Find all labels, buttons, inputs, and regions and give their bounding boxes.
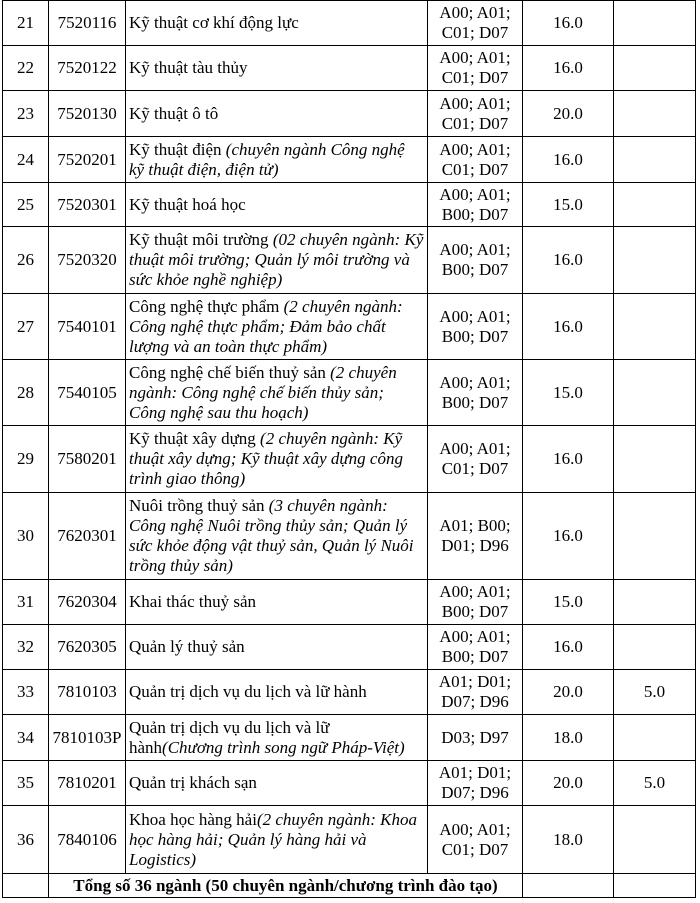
min-score: 20.0 <box>523 91 614 137</box>
table-row <box>3 183 696 227</box>
min-score: 15.0 <box>523 360 614 426</box>
subject-combos-line1: D03; D97 <box>441 727 509 747</box>
subject-combos-line1: A00; A01; <box>439 439 511 458</box>
subject-combos-line2: C01; D07 <box>441 459 509 478</box>
major-name: Kỹ thuật hoá học <box>129 194 246 214</box>
major-code: 7580201 <box>49 426 126 493</box>
major-code: 7520130 <box>49 91 126 137</box>
min-score: 16.0 <box>523 625 614 670</box>
extra-score: 5.0 <box>614 670 696 715</box>
major-name: Kỹ thuật ô tô <box>129 103 219 123</box>
subject-combos <box>428 91 523 137</box>
subject-combos-line2: B00; D07 <box>441 392 509 412</box>
table-row <box>3 1 696 46</box>
major-name-cell <box>126 761 428 806</box>
major-name: Quản trị khách sạn <box>129 773 257 792</box>
row-number: 34 <box>3 715 49 761</box>
min-score: 16.0 <box>523 426 614 493</box>
extra-score <box>614 137 696 183</box>
subject-combos-line1: A00; A01; <box>439 93 511 113</box>
table-row <box>3 625 696 670</box>
subject-combos <box>428 227 523 294</box>
major-name: Nuôi trồng thuỷ sản <box>129 496 269 515</box>
major-note: (2 chuyên ngành: Công nghệ chế biến thủy sản; Công nghệ sau thu hoạch) <box>129 362 397 422</box>
extra-score <box>614 493 696 580</box>
subject-combos-line1: A00; A01; <box>439 48 511 67</box>
major-code: 7620304 <box>49 580 126 625</box>
row-number: 24 <box>3 137 49 183</box>
subject-combos-line1: A01; B00; <box>439 516 511 535</box>
extra-score <box>614 91 696 137</box>
major-code: 7540101 <box>49 294 126 360</box>
major-name-cell <box>126 46 428 91</box>
subject-combos-line2: C01; D07 <box>441 113 509 133</box>
total-blank-cell <box>614 874 696 898</box>
major-name: Quản trị dịch vụ du lịch và lữ hành <box>129 682 367 701</box>
subject-combos <box>428 1 523 46</box>
subject-combos-line2: B00; D07 <box>441 260 509 279</box>
subject-combos-line2: C01; D07 <box>441 68 509 87</box>
major-code: 7520116 <box>49 1 126 46</box>
table-row <box>3 360 696 426</box>
major-code: 7810103 <box>49 670 126 715</box>
extra-score <box>614 294 696 360</box>
major-note: (02 chuyên ngành: Kỹ thuật môi trường; Quản lý môi trường và sức khỏe nghề nghiệp) <box>129 230 424 289</box>
min-score: 18.0 <box>523 806 614 874</box>
subject-combos <box>428 580 523 625</box>
subject-combos <box>428 183 523 227</box>
major-note: (2 chuyên ngành: Khoa học hàng hải; Quản lý hàng hải và Logistics) <box>129 809 417 869</box>
major-name: Khoa học hàng hải <box>129 809 257 829</box>
major-code: 7540105 <box>49 360 126 426</box>
subject-combos-line1: A01; D01; <box>438 763 512 782</box>
min-score: 15.0 <box>523 183 614 227</box>
subject-combos-line2: B00; D07 <box>441 647 509 666</box>
min-score: 16.0 <box>523 1 614 46</box>
total-label: Tổng số 36 ngành (50 chuyên ngành/chương trình đào tạo) <box>49 874 523 898</box>
major-code: 7810201 <box>49 761 126 806</box>
major-name-cell <box>126 625 428 670</box>
row-number: 30 <box>3 493 49 580</box>
min-score: 16.0 <box>523 294 614 360</box>
row-number: 29 <box>3 426 49 493</box>
subject-combos-line2: B00; D07 <box>441 326 509 346</box>
extra-score <box>614 183 696 227</box>
major-name-cell <box>126 670 428 715</box>
subject-combos <box>428 137 523 183</box>
subject-combos-line2: B00; D07 <box>441 602 509 621</box>
subject-combos-line2: C01; D07 <box>441 159 509 179</box>
table-row <box>3 137 696 183</box>
major-name: Kỹ thuật xây dựng <box>129 429 261 448</box>
major-name: Kỹ thuật tàu thủy <box>129 58 248 77</box>
row-number: 28 <box>3 360 49 426</box>
major-name-cell <box>126 715 428 761</box>
row-number: 23 <box>3 91 49 137</box>
total-row <box>3 874 696 898</box>
major-name-cell <box>126 1 428 46</box>
major-name-cell <box>126 137 428 183</box>
subject-combos <box>428 670 523 715</box>
min-score: 20.0 <box>523 761 614 806</box>
major-code: 7520201 <box>49 137 126 183</box>
subject-combos-line1: A00; A01; <box>439 139 511 159</box>
min-score: 18.0 <box>523 715 614 761</box>
subject-combos-line1: A00; A01; <box>439 372 511 392</box>
extra-score <box>614 426 696 493</box>
major-name: Kỹ thuật môi trường <box>129 230 273 249</box>
subject-combos-line2: B00; D07 <box>441 204 509 224</box>
row-number: 35 <box>3 761 49 806</box>
row-number: 32 <box>3 625 49 670</box>
majors-table <box>2 0 696 898</box>
extra-score <box>614 1 696 46</box>
table-row <box>3 227 696 294</box>
row-number: 26 <box>3 227 49 294</box>
subject-combos-line2: D01; D96 <box>441 536 509 555</box>
major-name: Công nghệ chế biến thuỷ sản <box>129 362 331 382</box>
major-name-cell <box>126 426 428 493</box>
row-number: 21 <box>3 1 49 46</box>
min-score: 16.0 <box>523 137 614 183</box>
major-code: 7620301 <box>49 493 126 580</box>
major-name-cell <box>126 91 428 137</box>
subject-combos <box>428 806 523 874</box>
row-number: 36 <box>3 806 49 874</box>
major-name-cell <box>126 294 428 360</box>
subject-combos-line2: D07; D96 <box>441 692 509 711</box>
subject-combos-line2: C01; D07 <box>441 839 509 859</box>
subject-combos <box>428 715 523 761</box>
subject-combos <box>428 294 523 360</box>
subject-combos <box>428 360 523 426</box>
extra-score <box>614 46 696 91</box>
subject-combos-line1: A00; A01; <box>439 627 511 646</box>
min-score: 16.0 <box>523 493 614 580</box>
majors-table-body <box>3 1 696 898</box>
subject-combos-line1: A00; A01; <box>439 184 511 204</box>
major-name: Khai thác thuỷ sản <box>129 592 256 611</box>
subject-combos <box>428 46 523 91</box>
major-name-cell <box>126 580 428 625</box>
subject-combos-line1: A00; A01; <box>439 3 511 22</box>
table-row <box>3 580 696 625</box>
subject-combos <box>428 493 523 580</box>
major-note: (chuyên ngành Công nghệ kỹ thuật điện, điện tử) <box>129 139 405 179</box>
major-code: 7840106 <box>49 806 126 874</box>
subject-combos-line1: A00; A01; <box>439 240 511 259</box>
major-name-cell <box>126 227 428 294</box>
extra-score <box>614 715 696 761</box>
major-note: (Chương trình song ngữ Pháp-Việt) <box>162 737 405 757</box>
total-blank-cell <box>3 874 49 898</box>
table-row <box>3 715 696 761</box>
table-row <box>3 670 696 715</box>
major-name-cell <box>126 183 428 227</box>
min-score: 16.0 <box>523 46 614 91</box>
extra-score <box>614 227 696 294</box>
major-name: Kỹ thuật điện <box>129 139 226 159</box>
row-number: 33 <box>3 670 49 715</box>
major-code: 7810103P <box>49 715 126 761</box>
table-row <box>3 294 696 360</box>
major-name: Công nghệ thực phẩm <box>129 296 284 316</box>
subject-combos-line2: D07; D96 <box>441 783 509 802</box>
major-note: (3 chuyên ngành: Công nghệ Nuôi trồng thủy sản; Quản lý sức khỏe động vật thuỷ sản, Quản lý Nuôi trồng thủy sản) <box>129 496 414 575</box>
extra-score: 5.0 <box>614 761 696 806</box>
row-number: 25 <box>3 183 49 227</box>
subject-combos <box>428 426 523 493</box>
min-score: 16.0 <box>523 227 614 294</box>
major-name: Quản trị dịch vụ du lịch và lữ hành <box>129 717 330 757</box>
major-code: 7520301 <box>49 183 126 227</box>
table-row <box>3 761 696 806</box>
table-row <box>3 426 696 493</box>
extra-score <box>614 580 696 625</box>
major-name: Kỹ thuật cơ khí động lực <box>129 13 299 32</box>
subject-combos <box>428 625 523 670</box>
row-number: 22 <box>3 46 49 91</box>
min-score: 20.0 <box>523 670 614 715</box>
table-row <box>3 91 696 137</box>
total-blank-cell <box>523 874 614 898</box>
major-name-cell <box>126 806 428 874</box>
major-name-cell <box>126 360 428 426</box>
table-row <box>3 46 696 91</box>
subject-combos-line1: A00; A01; <box>439 306 511 326</box>
min-score: 15.0 <box>523 580 614 625</box>
extra-score <box>614 806 696 874</box>
major-code: 7520320 <box>49 227 126 294</box>
major-note: (2 chuyên ngành: Công nghệ thực phẩm; Đảm bảo chất lượng và an toàn thực phẩm) <box>129 296 403 356</box>
major-name-cell <box>126 493 428 580</box>
table-row <box>3 806 696 874</box>
row-number: 27 <box>3 294 49 360</box>
subject-combos-line1: A00; A01; <box>439 582 511 601</box>
major-code: 7620305 <box>49 625 126 670</box>
major-name: Quản lý thuỷ sản <box>129 637 245 656</box>
table-row <box>3 493 696 580</box>
row-number: 31 <box>3 580 49 625</box>
extra-score <box>614 360 696 426</box>
major-code: 7520122 <box>49 46 126 91</box>
subject-combos-line1: A01; D01; <box>438 672 512 691</box>
subject-combos <box>428 761 523 806</box>
subject-combos-line1: A00; A01; <box>439 819 511 839</box>
major-note: (2 chuyên ngành: Kỹ thuật xây dựng; Kỹ thuật xây dựng công trình giao thông) <box>129 429 403 488</box>
extra-score <box>614 625 696 670</box>
subject-combos-line2: C01; D07 <box>441 23 509 42</box>
